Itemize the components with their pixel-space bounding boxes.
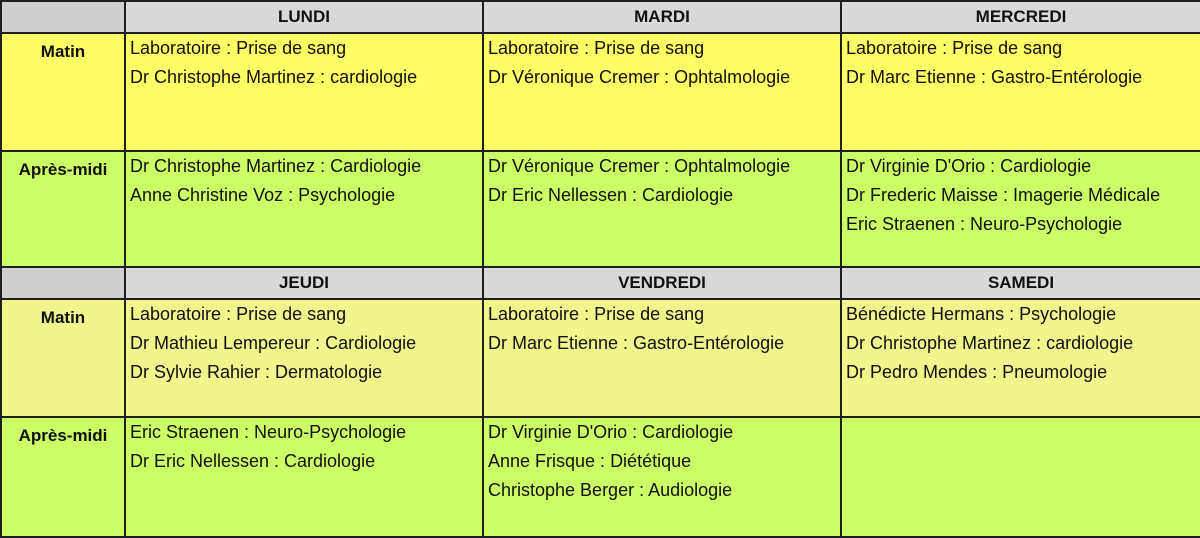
day-header-samedi: SAMEDI [841, 267, 1200, 299]
schedule-entry: Dr Véronique Cremer : Ophtalmologie [488, 67, 791, 87]
schedule-entry: Eric Straenen : Neuro-Psychologie [846, 214, 1123, 234]
row-week-2-morning [1, 299, 1200, 417]
row-week-1-afternoon [1, 151, 1200, 267]
schedule-entry: Laboratoire : Prise de sang [488, 304, 705, 324]
schedule-entry: Eric Straenen : Neuro-Psychologie [130, 422, 407, 442]
schedule-entry: Dr Mathieu Lempereur : Cardiologie [130, 333, 417, 353]
schedule-entry: Anne Frisque : Diététique [488, 451, 692, 471]
header-row-week-1 [1, 1, 1200, 33]
cell-mercredi-morning [841, 33, 1200, 151]
cell-vendredi-afternoon [483, 417, 841, 537]
slot-label-afternoon: Après-midi [1, 417, 125, 537]
schedule-entry: Dr Virginie D'Orio : Cardiologie [846, 156, 1092, 176]
schedule-entry: Dr Christophe Martinez : cardiologie [130, 67, 418, 87]
schedule-entry: Dr Eric Nellessen : Cardiologie [488, 185, 734, 205]
schedule-entry: Dr Marc Etienne : Gastro-Entérologie [488, 333, 785, 353]
schedule-entry: Dr Sylvie Rahier : Dermatologie [130, 362, 383, 382]
cell-samedi-morning [841, 299, 1200, 417]
schedule-entry: Dr Eric Nellessen : Cardiologie [130, 451, 376, 471]
cell-samedi-afternoon [841, 417, 1200, 537]
schedule-entry: Dr Christophe Martinez : cardiologie [846, 333, 1134, 353]
slot-label-morning: Matin [1, 299, 125, 417]
header-row-week-2 [1, 267, 1200, 299]
cell-mardi-afternoon [483, 151, 841, 267]
header-corner [1, 267, 125, 299]
day-header-lundi: LUNDI [125, 1, 483, 33]
schedule-entry: Dr Virginie D'Orio : Cardiologie [488, 422, 734, 442]
schedule-entry: Dr Pedro Mendes : Pneumologie [846, 362, 1108, 382]
slot-label-afternoon: Après-midi [1, 151, 125, 267]
day-header-vendredi: VENDREDI [483, 267, 841, 299]
cell-jeudi-morning [125, 299, 483, 417]
cell-vendredi-morning [483, 299, 841, 417]
schedule-entry: Dr Christophe Martinez : Cardiologie [130, 156, 422, 176]
day-header-mercredi: MERCREDI [841, 1, 1200, 33]
cell-mardi-morning [483, 33, 841, 151]
cell-jeudi-afternoon [125, 417, 483, 537]
schedule-entry: Dr Véronique Cremer : Ophtalmologie [488, 156, 791, 176]
schedule-entry: Laboratoire : Prise de sang [488, 38, 705, 58]
cell-mercredi-afternoon [841, 151, 1200, 267]
schedule-entry: Dr Marc Etienne : Gastro-Entérologie [846, 67, 1143, 87]
day-header-jeudi: JEUDI [125, 267, 483, 299]
schedule-entry: Laboratoire : Prise de sang [130, 304, 347, 324]
cell-lundi-morning [125, 33, 483, 151]
row-week-1-morning [1, 33, 1200, 151]
slot-label-morning: Matin [1, 33, 125, 151]
cell-lundi-afternoon [125, 151, 483, 267]
row-week-2-afternoon [1, 417, 1200, 537]
schedule-entry: Anne Christine Voz : Psychologie [130, 185, 396, 205]
schedule-entry: Bénédicte Hermans : Psychologie [846, 304, 1117, 324]
header-corner [1, 1, 125, 33]
day-header-mardi: MARDI [483, 1, 841, 33]
schedule-entry: Laboratoire : Prise de sang [846, 38, 1063, 58]
schedule-entry: Christophe Berger : Audiologie [488, 480, 733, 500]
schedule-entry: Dr Frederic Maisse : Imagerie Médicale [846, 185, 1161, 205]
schedule-entry: Laboratoire : Prise de sang [130, 38, 347, 58]
